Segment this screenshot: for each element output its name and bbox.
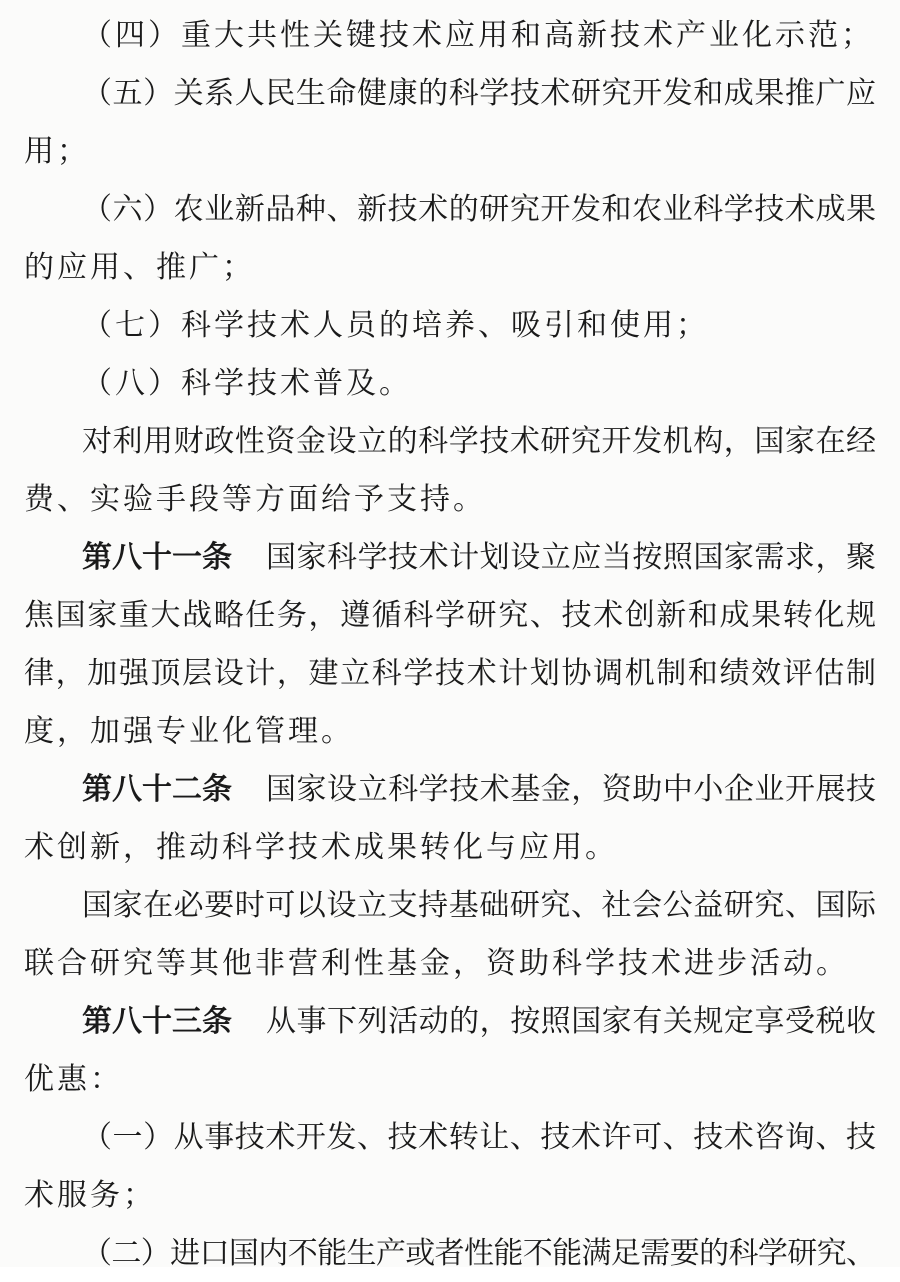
line-text: （一）从事技术开发、技术转让、技术许可、技术咨询、技 <box>82 1120 877 1155</box>
article-heading-line <box>0 762 900 818</box>
text-line <box>0 298 900 354</box>
text-line <box>0 820 900 876</box>
text-line <box>0 472 900 528</box>
text-line <box>0 588 900 644</box>
line-text: 费、实验手段等方面给予支持。 <box>24 482 486 517</box>
text-line <box>0 240 900 296</box>
text-line <box>0 1226 900 1282</box>
article-number: 第八十三条 <box>82 1004 232 1039</box>
line-text: 国家设立科学技术基金，资助中小企业开展技 <box>266 772 877 807</box>
text-line <box>0 878 900 934</box>
text-line <box>0 936 900 992</box>
line-text: 焦国家重大战略任务，遵循科学研究、技术创新和成果转化规 <box>24 598 878 633</box>
line-text: 度，加强专业化管理。 <box>24 714 354 749</box>
text-line <box>0 704 900 760</box>
text-line <box>0 1168 900 1224</box>
line-text: （八）科学技术普及。 <box>82 366 412 401</box>
line-text: 术服务； <box>24 1178 156 1213</box>
line-text: （七）科学技术人员的培养、吸引和使用； <box>82 308 709 343</box>
text-line <box>0 66 900 122</box>
article-heading-line <box>0 530 900 586</box>
text-line <box>0 414 900 470</box>
line-text: 从事下列活动的，按照国家有关规定享受税收 <box>266 1004 877 1039</box>
line-text: 律，加强顶层设计，建立科学技术计划协调机制和绩效评估制 <box>24 656 878 691</box>
text-line <box>0 8 900 64</box>
line-text: 国家在必要时可以设立支持基础研究、社会公益研究、国际 <box>82 888 877 923</box>
article-number: 第八十二条 <box>82 772 232 807</box>
text-line <box>0 646 900 702</box>
line-text: （五）关系人民生命健康的科学技术研究开发和成果推广应 <box>82 76 877 111</box>
line-text: 对利用财政性资金设立的科学技术研究开发机构，国家在经 <box>82 424 877 459</box>
text-line <box>0 182 900 238</box>
line-text: 用； <box>24 134 90 169</box>
line-text: 的应用、推广； <box>24 250 255 285</box>
line-text: （六）农业新品种、新技术的研究开发和农业科学技术成果 <box>82 192 877 227</box>
line-text: （二）进口国内不能生产或者性能不能满足需要的科学研究、 <box>82 1236 876 1271</box>
text-line <box>0 1052 900 1108</box>
article-heading-line <box>0 994 900 1050</box>
text-line <box>0 124 900 180</box>
line-text: 术创新，推动科学技术成果转化与应用。 <box>24 830 618 865</box>
text-line <box>0 1110 900 1166</box>
article-number: 第八十一条 <box>82 540 232 575</box>
line-text: （四）重大共性关键技术应用和高新技术产业化示范； <box>82 18 874 53</box>
text-line <box>0 356 900 412</box>
line-text: 联合研究等其他非营利性基金，资助科学技术进步活动。 <box>24 946 849 981</box>
line-text: 优惠： <box>24 1062 123 1097</box>
line-text: 国家科学技术计划设立应当按照国家需求，聚 <box>266 540 877 575</box>
